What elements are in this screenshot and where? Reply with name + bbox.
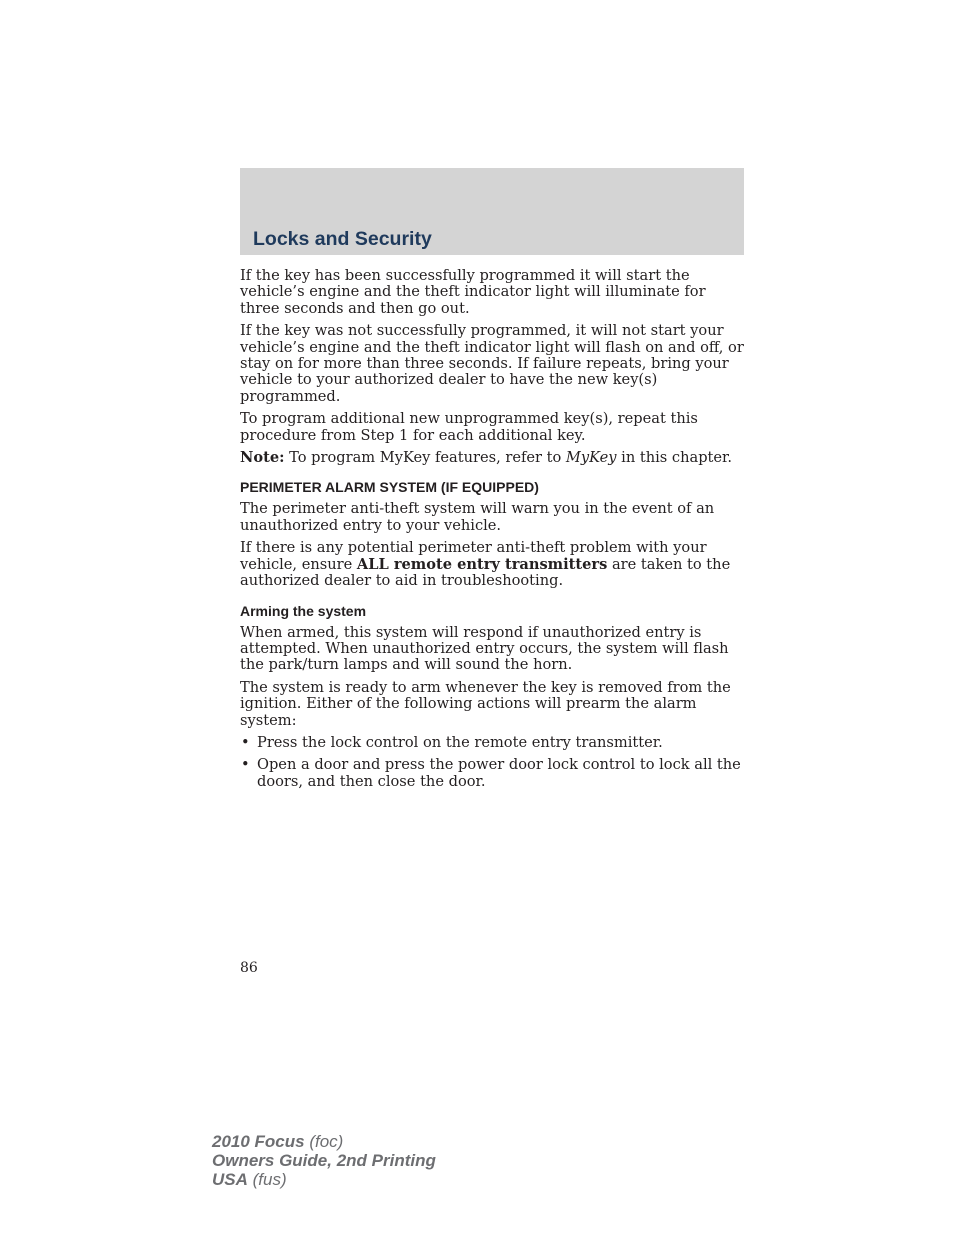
- footer-market-code: (fus): [247, 1170, 287, 1189]
- note-paragraph: [240, 450, 744, 466]
- paragraph-perimeter-problem: [240, 540, 744, 589]
- list-item-text: Open a door and press the power door lock control to lock all the doors, and then close the door.: [257, 756, 741, 790]
- paragraph-ready-to-arm: The system is ready to arm whenever the key is removed from the ignition. Either of the following actions will prearm the alarm system:: [240, 678, 731, 729]
- perimeter-text-after: are taken to the authorized dealer to aid in troubleshooting.: [240, 555, 731, 590]
- list-item: [240, 757, 744, 790]
- paragraph-armed-response: When armed, this system will respond if unauthorized entry is attempted. When unauthorized entry occurs, the system will flash the park/turn lamps and will sound the horn.: [240, 623, 729, 674]
- bullet-symbol: •: [241, 756, 250, 774]
- chapter-title: Locks and Security: [253, 228, 432, 250]
- page-content: [240, 268, 744, 796]
- subsection-heading-arming: Arming the system: [240, 602, 367, 619]
- prearm-actions-list: [240, 735, 744, 790]
- list-item: [240, 735, 744, 751]
- paragraph-programmed-failure: If the key was not successfully programmed, it will not start your vehicle’s engine and the theft indicator light will flash on and off, or stay on for more than three seconds. If failure repeats, bring your vehicle to your authorized dealer to have the new key(s) programmed.: [240, 322, 744, 405]
- note-text-after: in this chapter.: [616, 449, 733, 467]
- note-label: Note:: [240, 449, 285, 467]
- footer-market-name: USA: [212, 1170, 248, 1189]
- note-text-before: To program MyKey features, refer to: [284, 449, 566, 467]
- footer-line-market: [212, 1170, 436, 1189]
- perimeter-text-before: If there is any potential perimeter anti-theft problem with your vehicle, ensure: [240, 539, 707, 573]
- section-heading-perimeter-alarm: PERIMETER ALARM SYSTEM (IF EQUIPPED): [240, 479, 539, 496]
- chapter-header-band: [240, 168, 744, 255]
- bullet-symbol: •: [241, 733, 250, 751]
- footer-model-code: (foc): [304, 1132, 344, 1151]
- paragraph-additional-keys: To program additional new unprogrammed key(s), repeat this procedure from Step 1 for each additional key.: [240, 410, 698, 444]
- perimeter-text-bold: ALL remote entry transmitters: [356, 555, 608, 573]
- document-footer: [212, 1132, 436, 1189]
- footer-guide-edition: Owners Guide, 2nd Printing: [212, 1151, 436, 1170]
- footer-line-guide: [212, 1151, 436, 1170]
- footer-line-model: [212, 1132, 436, 1151]
- paragraph-programmed-success: If the key has been successfully programmed it will start the vehicle’s engine and the theft indicator light will illuminate for three seconds and then go out.: [240, 267, 706, 317]
- footer-model-name: 2010 Focus: [212, 1132, 305, 1151]
- paragraph-perimeter-warning: The perimeter anti-theft system will warn you in the event of an unauthorized entry to your vehicle.: [240, 500, 715, 534]
- note-mykey-reference: MyKey: [565, 449, 617, 467]
- list-item-text: Press the lock control on the remote entry transmitter.: [257, 733, 663, 751]
- page-number: 86: [240, 960, 258, 976]
